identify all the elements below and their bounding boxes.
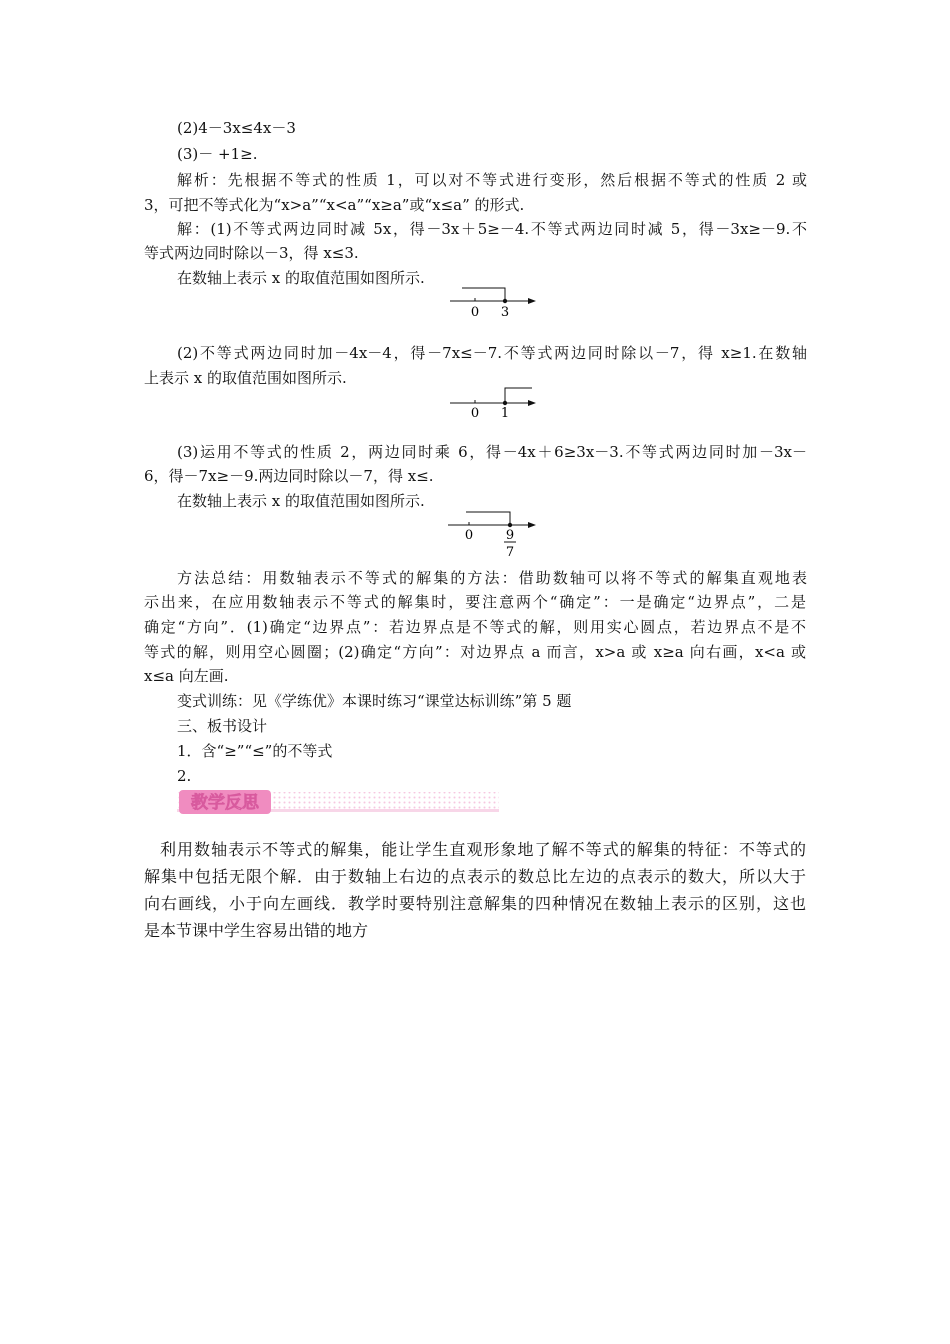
solution1-line-3: 在数轴上表示 x 的取值范围如图所示. [177, 269, 425, 287]
number-line-3-denominator: 7 [505, 545, 515, 560]
number-line-3-numerator: 9 [505, 528, 515, 543]
teaching-reflection-banner [177, 790, 499, 814]
analysis-line-1: 解析：先根据不等式的性质 1，可以对不等式进行变形，然后根据不等式的性质 2 或 [177, 171, 807, 189]
banner-title: 教学反思 [191, 793, 259, 813]
method-line-2: 示出来，在应用数轴表示不等式的解集时，要注意两个“确定”：一是确定“边界点”，二是 [144, 593, 806, 611]
method-line-3: 确定“方向”．(1)确定“边界点”：若边界点是不等式的解，则用实心圆点，若边界点不是不 [144, 618, 806, 636]
number-line-2 [448, 385, 538, 421]
reflection-line-3: 向右画线，小于向左画线．教学时要特别注意解集的四种情况在数轴上表示的区别，这也 [144, 894, 806, 913]
solution1-line-2: 等式两边同时除以－3，得 x≤3. [144, 244, 359, 262]
number-line-1 [448, 284, 538, 320]
number-line-2-zero: 0 [470, 406, 480, 421]
solution2-line-1: (2)不等式两边同时加－4x－4，得－7x≤－7.不等式两边同时除以－7，得 x≥1.在数轴 [177, 344, 807, 362]
number-line-2-boundary: 1 [500, 406, 510, 421]
problem-2: (2)4－3x≤4x－3 [177, 119, 296, 137]
analysis-line-2: 3，可把不等式化为“x>a”“x<a”“x≥a”或“x≤a” 的形式. [144, 196, 525, 214]
solution1-line-1: 解：(1)不等式两边同时减 5x，得－3x＋5≥－4.不等式两边同时减 5，得－3x≥－9.不 [177, 220, 807, 238]
reflection-line-1: 利用数轴表示不等式的解集，能让学生直观形象地了解不等式的解集的特征：不等式的 [160, 840, 806, 859]
solution3-line-2: 6，得－7x≥－9.两边同时除以－7，得 x≤. [144, 467, 434, 485]
method-line-4: 等式的解，则用空心圆圈；(2)确定“方向”：对边界点 a 而言，x>a 或 x≥a 向右画，x<a 或 [144, 643, 806, 661]
board-item-1: 1．含“≥”“≤”的不等式 [177, 742, 333, 760]
solution2-line-2: 上表示 x 的取值范围如图所示. [144, 369, 347, 387]
number-line-1-zero: 0 [470, 305, 480, 320]
solution3-line-3: 在数轴上表示 x 的取值范围如图所示. [177, 492, 425, 510]
reflection-line-2: 解集中包括无限个解．由于数轴上右边的点表示的数总比左边的点表示的数大，所以大于 [144, 867, 806, 886]
method-line-1: 方法总结：用数轴表示不等式的解集的方法：借助数轴可以将不等式的解集直观地表 [177, 569, 807, 587]
number-line-3 [446, 508, 538, 560]
section-board-design: 三、板书设计 [177, 717, 268, 735]
problem-3: (3)－ +1≥. [177, 145, 258, 163]
number-line-1-boundary: 3 [500, 305, 510, 320]
method-line-5: x≤a 向左画. [144, 667, 229, 685]
variant-training: 变式训练：见《学练优》本课时练习“课堂达标训练”第 5 题 [177, 692, 572, 710]
solution3-line-1: (3)运用不等式的性质 2，两边同时乘 6，得－4x＋6≥3x－3.不等式两边同时加－3x－ [177, 443, 807, 461]
reflection-line-4: 是本节课中学生容易出错的地方 [144, 921, 369, 940]
board-item-2: 2. [177, 767, 192, 785]
reflection-paragraph [144, 836, 806, 944]
number-line-3-zero: 0 [464, 528, 474, 543]
